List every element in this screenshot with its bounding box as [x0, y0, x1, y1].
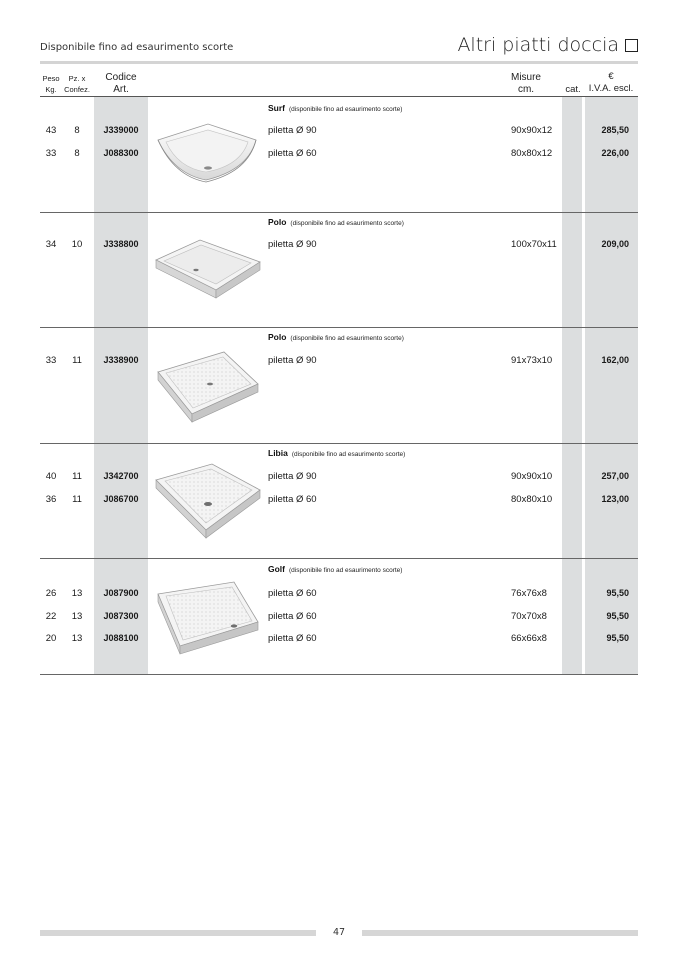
row-desc: piletta Ø 90 [268, 125, 317, 136]
row-kg: 26 [45, 588, 57, 599]
row-size: 100x70x11 [511, 239, 557, 250]
row-kg: 43 [45, 125, 57, 136]
row-price: 226,00 [601, 148, 629, 158]
row-size: 66x66x8 [511, 633, 547, 644]
col-head-misure-line1: Misure [510, 72, 541, 83]
product-name: Polo [268, 217, 287, 227]
row-size: 70x70x8 [511, 611, 547, 622]
product-name: Surf [268, 103, 285, 113]
row-kg: 40 [45, 471, 57, 482]
col-head-pz-line1: Pz. x [68, 74, 86, 83]
product-note: (disponibile fino ad esaurimento scorte) [289, 567, 403, 574]
row-desc: piletta Ø 90 [268, 471, 317, 482]
row-code: J087900 [103, 588, 139, 598]
row-pz: 13 [71, 633, 83, 644]
col-head-price [584, 71, 638, 95]
row-desc: piletta Ø 60 [268, 148, 317, 159]
section-divider [40, 212, 638, 213]
row-kg: 33 [45, 355, 57, 366]
product-note: (disponibile fino ad esaurimento scorte) [289, 106, 403, 113]
product-title-golf [268, 564, 402, 574]
page-number: 47 [332, 927, 346, 938]
footer-bar-left [40, 930, 316, 936]
page-title-text: Altri piatti doccia [457, 34, 619, 56]
row-pz: 10 [71, 239, 83, 250]
row-code: J339000 [103, 125, 139, 135]
row-pz: 11 [72, 355, 82, 366]
col-head-pz-line2: Confez. [64, 85, 90, 94]
row-pz: 11 [72, 494, 82, 505]
col-head-pz [62, 73, 92, 95]
row-code: J087300 [103, 611, 139, 621]
row-desc: piletta Ø 90 [268, 355, 317, 366]
product-name: Golf [268, 564, 285, 574]
row-kg: 34 [45, 239, 57, 250]
row-price: 285,50 [601, 125, 629, 135]
row-desc: piletta Ø 60 [268, 611, 317, 622]
row-kg: 33 [45, 148, 57, 159]
product-title-polo [268, 217, 404, 227]
row-code: J088100 [103, 633, 139, 643]
product-note: (disponibile fino ad esaurimento scorte) [290, 220, 404, 227]
col-head-cat [562, 84, 584, 95]
row-pz: 13 [71, 588, 83, 599]
footer-bar-right [362, 930, 638, 936]
shower-tray-square-textured-icon [152, 460, 264, 542]
row-size: 76x76x8 [511, 588, 547, 599]
row-kg: 22 [45, 611, 57, 622]
row-price: 162,00 [601, 355, 629, 365]
page-title [457, 34, 638, 56]
row-desc: piletta Ø 90 [268, 239, 317, 250]
col-head-codice-line2: Art. [113, 84, 129, 95]
table-header-divider [40, 96, 638, 97]
row-price: 95,50 [606, 633, 629, 643]
row-pz: 13 [71, 611, 83, 622]
product-name: Libia [268, 448, 288, 458]
col-head-peso-line1: Peso [42, 74, 60, 83]
square-icon [625, 39, 638, 52]
row-pz: 8 [74, 125, 80, 136]
row-pz: 11 [72, 471, 82, 482]
shower-tray-rectangular-icon [152, 232, 264, 302]
shower-tray-rectangular-textured-icon [152, 346, 264, 426]
product-note: (disponibile fino ad esaurimento scorte) [290, 335, 404, 342]
table-bottom-rule [40, 674, 638, 675]
row-size: 80x80x10 [511, 494, 553, 505]
row-size: 80x80x12 [511, 148, 553, 159]
col-head-peso [38, 73, 64, 95]
section-divider [40, 443, 638, 444]
header-divider [40, 61, 638, 64]
product-title-libia [268, 448, 405, 458]
page-subtitle: Disponibile fino ad esaurimento scorte [40, 42, 234, 53]
col-head-codice-line1: Codice [105, 72, 137, 83]
product-note: (disponibile fino ad esaurimento scorte) [291, 451, 406, 458]
col-head-cat-label: cat. [565, 84, 581, 95]
row-price: 123,00 [601, 494, 629, 504]
row-desc: piletta Ø 60 [268, 494, 317, 505]
product-title-polo [268, 332, 404, 342]
row-size: 91x73x10 [511, 355, 553, 366]
row-code: J338800 [103, 239, 139, 249]
row-desc: piletta Ø 60 [268, 588, 317, 599]
row-kg: 36 [45, 494, 57, 505]
col-head-iva: I.V.A. escl. [588, 83, 634, 94]
col-head-peso-line2: Kg. [45, 85, 57, 94]
row-price: 95,50 [606, 588, 629, 598]
shower-tray-square-textured-icon [152, 578, 264, 658]
row-code: J086700 [103, 494, 139, 504]
section-divider [40, 558, 638, 559]
row-size: 90x90x10 [511, 471, 553, 482]
row-kg: 20 [45, 633, 57, 644]
product-title-surf [268, 103, 402, 113]
row-code: J338900 [103, 355, 139, 365]
row-code: J088300 [103, 148, 139, 158]
col-head-misure-line2: cm. [517, 84, 535, 95]
col-head-codice [96, 72, 146, 96]
row-size: 90x90x12 [511, 125, 553, 136]
shower-tray-quarter-round-icon [152, 118, 264, 188]
row-desc: piletta Ø 60 [268, 633, 317, 644]
col-head-misure [504, 72, 548, 96]
row-pz: 8 [74, 148, 80, 159]
cat-column-stripe [562, 97, 582, 674]
row-price: 257,00 [601, 471, 629, 481]
row-price: 209,00 [601, 239, 629, 249]
row-code: J342700 [103, 471, 139, 481]
row-price: 95,50 [606, 611, 629, 621]
col-head-euro: € [608, 71, 614, 82]
section-divider [40, 327, 638, 328]
product-name: Polo [268, 332, 287, 342]
